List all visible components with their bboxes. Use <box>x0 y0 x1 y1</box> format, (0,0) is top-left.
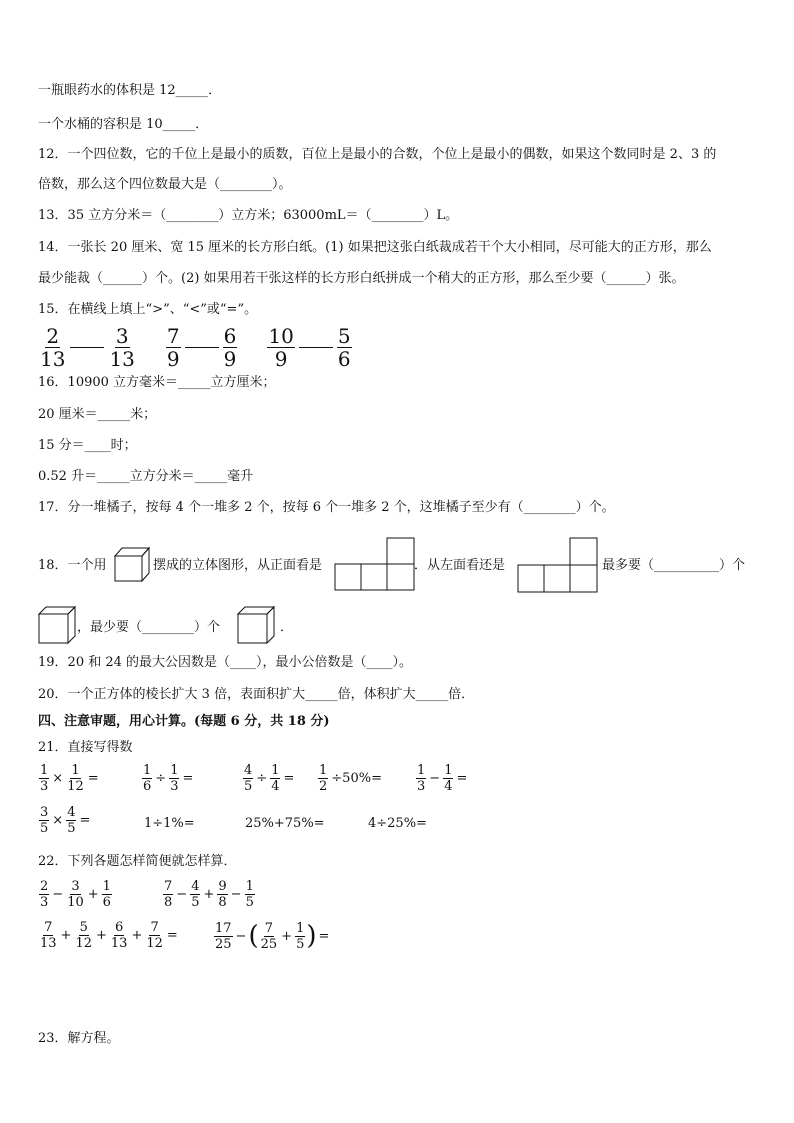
q21-expr-5: $\frac{1}{3}$ − $\frac{1}{4}$ = <box>417 763 468 794</box>
cube-icon <box>38 606 76 644</box>
q15-comparisons <box>38 326 353 369</box>
q21-expr-6: $\frac{3}{5}$ × $\frac{4}{5}$ = <box>40 805 91 836</box>
q18-part3: ．从左面看还是 <box>414 558 506 573</box>
q22-expr-3: $\frac{7}{13}$ + $\frac{5}{12}$ + $\frac{6}{13}$ + $\frac{7}{12}$ = <box>40 920 178 951</box>
q21-expr-2: $\frac{1}{6}$ ÷ $\frac{1}{3}$ = <box>143 763 194 794</box>
answer-line[interactable] <box>299 347 333 348</box>
q21-expr-7: 1÷1%= <box>144 816 195 831</box>
answer-line[interactable] <box>70 347 104 348</box>
q18-part6: ． <box>280 620 294 635</box>
q16-line2: 20 厘米＝_____米； <box>38 407 157 422</box>
q18-part2: 摆成的立体图形，从正面看是 <box>153 558 323 573</box>
front-view-figure <box>334 537 416 591</box>
q21-expr-4: $\frac{1}{2}$ ÷50%= <box>319 763 382 794</box>
cube-icon <box>114 547 150 583</box>
q18-part1: 18．一个用 <box>38 558 107 573</box>
q21-expr-3: $\frac{4}{5}$ ÷ $\frac{1}{4}$ = <box>244 763 295 794</box>
q11-line-a: 一瓶眼药水的体积是 12_____． <box>38 83 222 98</box>
q12-line1: 12．一个四位数，它的千位上是最小的质数，百位上是最小的合数，个位上是最小的偶数，如果这个数同时是 2、3 的 <box>38 147 717 162</box>
q14-line1: 14．一张长 20 厘米、宽 15 厘米的长方形白纸。(1) 如果把这张白纸裁成若干个大小相同，尽可能大的正方形，那么 <box>38 240 712 255</box>
q23-text: 23．解方程。 <box>38 1031 120 1046</box>
q21-expr-9: 4÷25%= <box>368 816 427 831</box>
q20-text: 20．一个正方体的棱长扩大 3 倍，表面积扩大_____倍，体积扩大_____倍． <box>38 687 475 702</box>
q21-expr-8: 25%+75%= <box>245 816 325 831</box>
q13-text: 13．35 立方分米＝（________）立方米；63000mL＝（________）L。 <box>38 208 459 223</box>
q14-line2: 最少能裁（______）个。(2) 如果用若干张这样的长方形白纸拼成一个稍大的正方形，那么至少要（______）张。 <box>38 271 685 286</box>
fraction: $\frac{10}{9}$ <box>268 324 294 371</box>
q11-line-b: 一个水桶的容积是 10_____． <box>38 117 209 132</box>
q19-text: 19．20 和 24 的最大公因数是（____），最小公倍数是（____）。 <box>38 655 413 670</box>
q18-part5: ，最少要（________）个 <box>77 620 221 635</box>
q22-expr-4: $\frac{17}{25}$ − ( $\frac{7}{25}$ + $\frac{1}{5}$ ) = <box>215 920 330 952</box>
q16-line3: 15 分＝____时； <box>38 438 137 453</box>
q12-line2: 倍数，那么这个四位数最大是（________）。 <box>38 177 292 192</box>
fraction: $\frac{7}{9}$ <box>166 324 180 371</box>
q17-text: 17．分一堆橘子，按每 4 个一堆多 2 个，按每 6 个一堆多 2 个，这堆橘子至少有（________）个。 <box>38 500 615 515</box>
q22-title: 22．下列各题怎样简便就怎样算． <box>38 854 237 869</box>
q22-expr-2: $\frac{7}{8}$ − $\frac{4}{5}$ + $\frac{9}{8}$ − $\frac{1}{5}$ <box>164 879 254 910</box>
q18-part4: 最多要（__________）个 <box>602 558 746 573</box>
fraction: $\frac{2}{13}$ <box>40 324 66 371</box>
answer-line[interactable] <box>185 347 219 348</box>
q21-title: 21．直接写得数 <box>38 740 133 755</box>
q16-line1: 16．10900 立方毫米＝_____立方厘米； <box>38 375 276 390</box>
left-view-figure <box>517 537 599 593</box>
fraction: $\frac{3}{13}$ <box>109 324 135 371</box>
fraction: $\frac{6}{9}$ <box>223 324 237 371</box>
q16-line4: 0.52 升＝_____立方分米＝_____毫升 <box>38 469 254 484</box>
q22-expr-1: $\frac{2}{3}$ − $\frac{3}{10}$ + $\frac{1}{6}$ <box>40 879 111 910</box>
q15-prompt: 15．在横线上填上“>”、“<”或“=”。 <box>38 302 258 317</box>
q21-expr-1: $\frac{1}{3}$ × $\frac{1}{12}$ = <box>40 763 99 794</box>
fraction: $\frac{5}{6}$ <box>337 324 351 371</box>
section-4-heading: 四、注意审题，用心计算。(每题 6 分，共 18 分) <box>38 714 330 729</box>
cube-icon <box>237 606 275 644</box>
